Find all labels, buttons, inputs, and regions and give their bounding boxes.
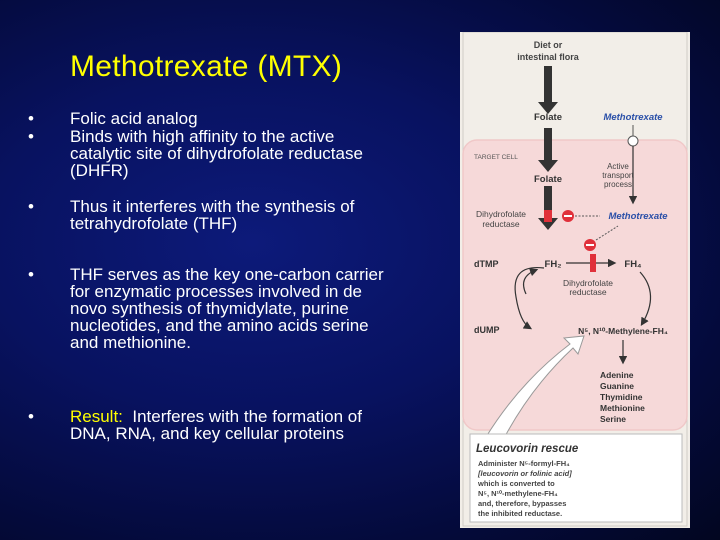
active-transport-line3: process xyxy=(603,180,633,189)
result-label: Result: xyxy=(70,407,123,426)
rescue-line: Administer N⁵-formyl-FH₄ xyxy=(478,459,570,468)
dhfr-middle-line1: Dihydrofolate xyxy=(562,278,614,288)
diet-source-line1: Diet or xyxy=(533,40,563,50)
folate-outside: Folate xyxy=(534,112,562,123)
rescue-line: N⁵, N¹⁰-methylene-FH₄ xyxy=(478,489,558,498)
dump-label: dUMP xyxy=(474,325,500,335)
bullet-text xyxy=(70,408,395,442)
bullet-item xyxy=(28,110,198,127)
diet-source-line2: intestinal flora xyxy=(517,52,579,62)
bullet-text: Binds with high affinity to the active catalytic site of dihydrofolate reductase (DHFR) xyxy=(70,127,363,180)
target-cell-label: TARGET CELL xyxy=(474,154,518,161)
methylene-fh4-label: N⁵, N¹⁰-Methylene-FH₄ xyxy=(578,326,668,336)
product-methionine: Methionine xyxy=(600,403,645,413)
product-serine: Serine xyxy=(600,414,626,424)
active-transport-line2: transport xyxy=(602,171,634,180)
active-transport-line1: Active xyxy=(607,162,629,171)
product-thymidine: Thymidine xyxy=(600,392,643,402)
product-adenine: Adenine xyxy=(600,370,634,380)
bullet-item xyxy=(28,198,390,232)
inhibition-block-icon xyxy=(544,210,552,222)
bullet-marker: • xyxy=(28,197,34,216)
bullet-text: Folic acid analog xyxy=(70,109,198,128)
bullet-marker: • xyxy=(28,265,34,284)
rescue-line: which is converted to xyxy=(478,479,555,488)
bullet-text: THF serves as the key one-carbon carrier for enzymatic processes involved in de novo synthesis of thymidylate, purine nucleotides, and the amino acids serine and methionine. xyxy=(70,265,384,352)
dhfr-left-line1: Dihydrofolate xyxy=(475,209,527,219)
dtmp-label: dTMP xyxy=(474,259,499,269)
methotrexate-outside: Methotrexate xyxy=(603,112,663,123)
dhfr-middle-line2: reductase xyxy=(569,287,607,297)
bullet-item xyxy=(28,266,395,351)
rescue-line: and, therefore, bypasses xyxy=(478,499,567,508)
mtx-pathway-figure xyxy=(460,32,690,528)
slide-title: Methotrexate (MTX) xyxy=(70,50,343,83)
bullet-marker: • xyxy=(28,407,34,426)
bullet-item xyxy=(28,408,395,442)
rescue-title: Leucovorin rescue xyxy=(476,443,579,455)
bullet-text: Thus it interferes with the synthesis of tetrahydrofolate (THF) xyxy=(70,197,355,233)
folate-inside: Folate xyxy=(534,174,562,185)
product-guanine: Guanine xyxy=(600,381,635,391)
fh4-label: FH₄ xyxy=(624,259,642,270)
result-text: Interferes with the formation of DNA, RNA, and key cellular proteins xyxy=(70,407,362,443)
bullet-marker: • xyxy=(28,109,34,128)
inhibition-block-icon xyxy=(590,254,596,272)
bullet-marker: • xyxy=(28,127,34,146)
methotrexate-inside: Methotrexate xyxy=(608,211,668,222)
rescue-line: the inhibited reductase. xyxy=(478,509,563,518)
dhfr-left-line2: reductase xyxy=(482,219,520,229)
rescue-line: [leucovorin or folinic acid] xyxy=(478,469,572,478)
fh2-label: FH₂ xyxy=(544,259,562,270)
transporter-icon xyxy=(628,136,638,146)
bullet-item xyxy=(28,128,380,179)
